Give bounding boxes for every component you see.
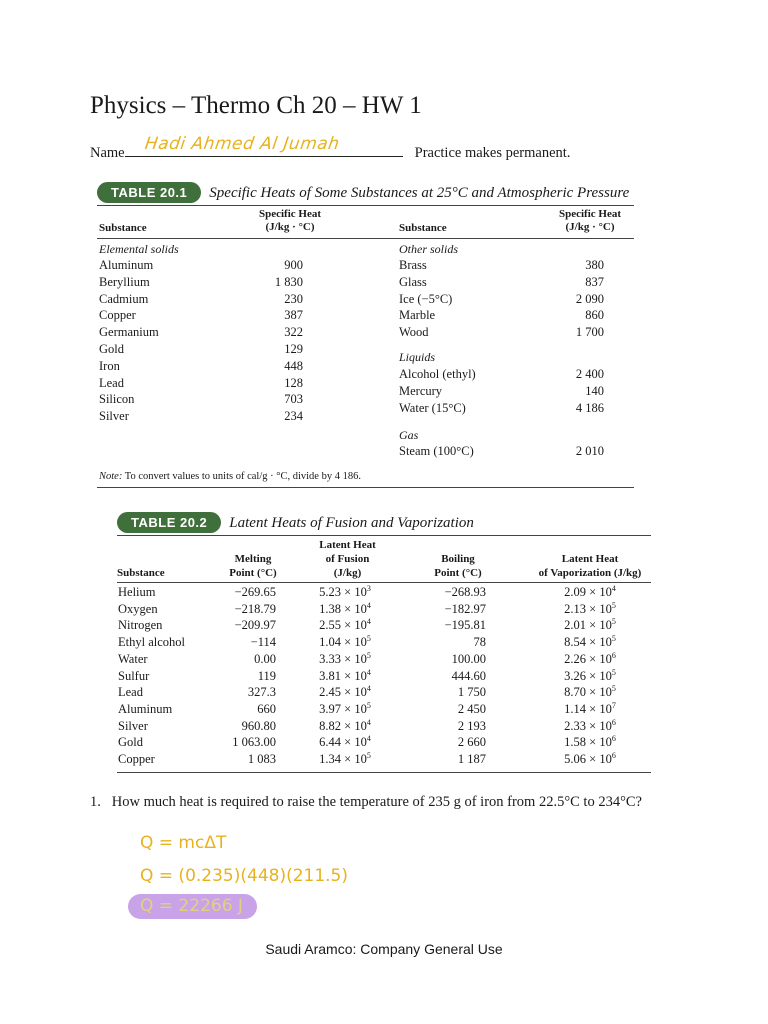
t2-vapor	[540, 652, 640, 667]
t2-vapor-mantissa: 5.06	[564, 752, 587, 766]
t2-col-vapor	[520, 552, 660, 580]
t1-value: 128	[284, 375, 303, 390]
t2-melting: −269.65	[234, 585, 276, 599]
t2-vapor-exponent: 6	[611, 751, 616, 760]
t2-fusion-h2: of Fusion	[325, 553, 370, 565]
t2-times: × 10	[586, 618, 612, 633]
t2-vapor-h2: of Vaporization (J/kg)	[538, 567, 642, 579]
t1-category-elemental: Elemental solids	[99, 242, 179, 256]
t2-vapor-mantissa: 2.01	[564, 618, 587, 633]
t2-fusion	[300, 635, 390, 650]
t2-fusion-exponent: 4	[366, 717, 371, 727]
t2-fusion-mantissa: 5.23	[319, 585, 342, 599]
t2-fusion-mantissa: 3.97	[319, 701, 342, 716]
t1-value: 1 830	[274, 274, 303, 289]
table1-caption: Specific Heats of Some Substances at 25°C and Atmospheric Pressure	[209, 185, 630, 201]
t1-substance: Steam (100°C)	[399, 444, 474, 458]
t2-vapor	[540, 702, 640, 717]
t2-melting: 660	[257, 701, 276, 716]
t2-vapor	[540, 735, 640, 750]
t2-vapor-exponent: 5	[611, 684, 616, 694]
t2-fusion-mantissa: 3.81	[319, 668, 342, 683]
t2-fusion	[300, 719, 390, 734]
t2-fusion-h1: Latent Heat	[319, 539, 376, 551]
t1-value: 387	[284, 308, 303, 323]
question-1	[90, 794, 642, 811]
t2-times: × 10	[341, 601, 367, 616]
t1-heat-h1: Specific Heat	[258, 208, 321, 220]
t2-boiling: 444.60	[451, 668, 486, 683]
t1-value: 900	[284, 258, 303, 272]
t2-fusion-mantissa: 1.34	[319, 752, 342, 766]
t1-value: 448	[284, 358, 303, 373]
t2-substance: Water	[118, 651, 148, 666]
t1-value: 380	[585, 258, 604, 272]
t2-substance: Oxygen	[118, 601, 158, 616]
t2-fusion	[300, 652, 390, 667]
footer-classification: Saudi Aramco: Company General Use	[265, 941, 503, 957]
t2-col-fusion	[300, 538, 395, 580]
t2-vapor-exponent: 6	[611, 734, 616, 744]
answer-highlight: Q = 22266 J	[128, 894, 257, 919]
t2-vapor	[540, 618, 640, 633]
t2-times: × 10	[586, 635, 612, 650]
t2-vapor	[540, 585, 640, 600]
t2-times: × 10	[341, 701, 367, 716]
t2-melting: 1 063.00	[232, 735, 276, 750]
t2-fusion-mantissa: 1.38	[319, 601, 342, 616]
t2-times: × 10	[586, 601, 612, 616]
t2-substance: Nitrogen	[118, 618, 163, 633]
t2-fusion-mantissa: 3.33	[319, 651, 342, 666]
t2-fusion-mantissa: 2.45	[319, 685, 342, 700]
t1-substance: Iron	[99, 358, 120, 373]
note-label: Note:	[99, 471, 123, 482]
t2-vapor-exponent: 5	[611, 617, 616, 627]
t2-fusion-mantissa: 2.55	[319, 618, 342, 633]
t1-category-gas: Gas	[399, 428, 419, 442]
t2-vapor-mantissa: 8.70	[564, 685, 587, 700]
t2-fusion-mantissa: 8.82	[319, 718, 342, 733]
t2-fusion	[300, 702, 390, 717]
t2-vapor-mantissa: 2.13	[564, 601, 587, 616]
t2-vapor-mantissa: 8.54	[564, 635, 587, 650]
t2-vapor	[540, 602, 640, 617]
table2-caption: Latent Heats of Fusion and Vaporization	[229, 515, 474, 531]
t1-substance: Lead	[99, 375, 124, 390]
t1-col-substance-left: Substance	[99, 222, 147, 234]
table2-header-rule	[117, 582, 651, 583]
t2-substance: Copper	[118, 752, 155, 766]
t2-col-substance: Substance	[117, 567, 165, 579]
t2-boiling-h1: Boiling	[441, 553, 475, 565]
t2-fusion	[300, 618, 390, 633]
table1-badge: TABLE 20.1	[97, 182, 201, 203]
t2-boiling: −195.81	[444, 618, 486, 633]
t2-vapor	[540, 752, 640, 767]
t2-vapor-exponent: 5	[611, 600, 616, 610]
t2-fusion-mantissa: 1.04	[319, 635, 342, 650]
t1-substance: Glass	[399, 274, 427, 289]
t2-fusion-exponent: 4	[366, 600, 371, 610]
t2-vapor	[540, 635, 640, 650]
t2-fusion-exponent: 5	[366, 751, 371, 760]
t1-substance: Cadmium	[99, 291, 149, 306]
t2-times: × 10	[341, 635, 367, 650]
t2-fusion-exponent: 5	[366, 650, 371, 660]
t2-boiling-h2: Point (°C)	[434, 567, 482, 579]
t2-vapor-mantissa: 2.33	[564, 718, 587, 733]
table2-badge: TABLE 20.2	[117, 512, 221, 533]
t2-fusion-exponent: 4	[366, 684, 371, 694]
t2-times: × 10	[586, 585, 612, 599]
t1-substance: Ice (−5°C)	[399, 291, 453, 306]
t2-fusion-h3: (J/kg)	[333, 567, 362, 579]
t2-vapor-mantissa: 3.26	[564, 668, 587, 683]
t2-fusion	[300, 669, 390, 684]
t2-boiling: −182.97	[444, 601, 486, 616]
t1-value: 234	[284, 409, 303, 424]
t2-boiling: 2 450	[457, 701, 486, 716]
t2-vapor	[540, 719, 640, 734]
t1-heat-h2-r: (J/kg · °C)	[565, 221, 615, 233]
t2-melting: 960.80	[241, 718, 276, 733]
t2-melting: 119	[257, 668, 276, 683]
t2-times: × 10	[341, 668, 367, 683]
t2-boiling: 78	[473, 635, 486, 650]
t2-substance: Gold	[118, 735, 143, 750]
t2-times: × 10	[341, 685, 367, 700]
t2-vapor	[540, 685, 640, 700]
t2-vapor-exponent: 4	[611, 584, 616, 593]
t2-vapor-exponent: 5	[611, 667, 616, 677]
t2-melting: −218.79	[234, 601, 276, 616]
t1-substance: Silicon	[99, 392, 135, 407]
t2-times: × 10	[586, 668, 612, 683]
t2-fusion-exponent: 4	[366, 734, 371, 744]
t2-vapor	[540, 669, 640, 684]
t2-melting-h1: Melting	[234, 553, 272, 565]
handwork-line-2: Q = (0.235)(448)(211.5)	[140, 866, 349, 886]
t2-substance: Helium	[118, 585, 156, 599]
t2-times: × 10	[341, 735, 367, 750]
t1-value: 2 090	[575, 291, 604, 306]
t2-melting: −209.97	[234, 618, 276, 633]
t1-value: 860	[585, 308, 604, 323]
t2-substance: Sulfur	[118, 668, 150, 683]
t1-substance: Germanium	[99, 325, 159, 340]
t2-fusion	[300, 735, 390, 750]
t1-substance: Brass	[399, 258, 427, 272]
t2-times: × 10	[341, 718, 367, 733]
t2-vapor-mantissa: 1.14	[564, 701, 587, 716]
t2-melting: 0.00	[254, 651, 276, 666]
t1-value: 230	[284, 291, 303, 306]
t2-fusion-exponent: 4	[366, 667, 371, 677]
t2-times: × 10	[586, 718, 612, 733]
page-title: Physics – Thermo Ch 20 – HW 1	[90, 92, 422, 119]
t1-substance: Beryllium	[99, 274, 150, 289]
t2-col-melting	[208, 552, 298, 580]
t1-substance: Gold	[99, 342, 124, 356]
t2-boiling: 100.00	[451, 651, 486, 666]
t2-fusion	[300, 585, 390, 600]
t2-boiling: −268.93	[444, 585, 486, 599]
t2-melting: 327.3	[247, 685, 276, 700]
t2-times: × 10	[586, 752, 612, 766]
t2-vapor-mantissa: 2.26	[564, 651, 587, 666]
t2-melting-h2: Point (°C)	[229, 567, 277, 579]
t2-fusion-mantissa: 6.44	[319, 735, 342, 750]
t2-fusion-exponent: 4	[366, 617, 371, 627]
t1-substance: Copper	[99, 308, 136, 323]
note-text: To convert values to units of cal/g · °C, divide by 4 186.	[124, 471, 361, 482]
handwork-answer	[128, 896, 257, 916]
t2-melting: 1 083	[247, 752, 276, 766]
t2-boiling: 1 187	[457, 752, 486, 766]
t2-boiling: 2 193	[457, 718, 486, 733]
t2-times: × 10	[586, 685, 612, 700]
t2-times: × 10	[586, 701, 612, 716]
t2-times: × 10	[341, 752, 367, 766]
t1-value: 4 186	[575, 400, 604, 415]
handwork-line-1: Q = mcΔT	[140, 833, 227, 853]
t2-substance: Aluminum	[118, 701, 173, 716]
t1-value: 703	[284, 392, 303, 407]
t2-vapor-exponent: 6	[611, 650, 616, 660]
t1-substance: Mercury	[399, 383, 443, 398]
t1-category-liquids: Liquids	[399, 350, 436, 364]
t2-fusion	[300, 752, 390, 767]
question-1-number: 1.	[90, 794, 101, 810]
t2-vapor-h1: Latent Heat	[561, 553, 619, 565]
t2-times: × 10	[341, 585, 367, 599]
t1-value: 837	[585, 274, 604, 289]
t2-times: × 10	[586, 735, 612, 750]
t1-col-substance-right: Substance	[399, 222, 447, 234]
t2-fusion-exponent: 5	[366, 634, 371, 644]
t2-vapor-mantissa: 2.09	[564, 585, 587, 599]
t2-boiling: 1 750	[457, 685, 486, 700]
t2-fusion	[300, 602, 390, 617]
t2-boiling: 2 660	[457, 735, 486, 750]
motto: Practice makes permanent.	[414, 145, 571, 161]
t1-value: 140	[585, 383, 604, 398]
t1-value: 2 010	[575, 444, 604, 458]
t1-substance: Wood	[399, 325, 429, 340]
t2-substance: Silver	[118, 718, 148, 733]
t1-heat-h1-r: Specific Heat	[558, 208, 621, 220]
t1-value: 1 700	[575, 325, 604, 340]
t2-vapor-exponent: 6	[611, 717, 616, 727]
name-label: Name	[90, 145, 125, 161]
t2-fusion	[300, 685, 390, 700]
handwritten-name: Hadi Ahmed Al Jumah	[143, 134, 341, 154]
t2-fusion-exponent: 5	[366, 700, 371, 710]
t2-times: × 10	[341, 618, 367, 633]
t1-substance: Alcohol (ethyl)	[399, 367, 476, 381]
t2-substance: Ethyl alcohol	[118, 635, 185, 650]
t2-col-boiling	[413, 552, 503, 580]
t2-fusion-exponent: 3	[366, 584, 371, 593]
t2-vapor-exponent: 5	[611, 634, 616, 644]
t2-times: × 10	[341, 651, 367, 666]
t1-substance: Marble	[399, 308, 436, 323]
t1-substance: Silver	[99, 409, 129, 424]
t1-value: 322	[284, 325, 303, 340]
t1-substance: Water (15°C)	[399, 400, 466, 415]
t2-substance: Lead	[118, 685, 143, 700]
t1-substance: Aluminum	[99, 258, 154, 272]
t2-vapor-exponent: 7	[611, 700, 616, 710]
t2-melting: −114	[250, 635, 276, 650]
t1-heat-h2: (J/kg · °C)	[265, 221, 315, 233]
table2-bottom-rule	[117, 772, 651, 773]
t2-vapor-mantissa: 1.58	[564, 735, 587, 750]
t1-value: 129	[284, 342, 303, 356]
t1-category-other: Other solids	[399, 242, 459, 256]
t1-value: 2 400	[575, 367, 604, 381]
t2-times: × 10	[586, 651, 612, 666]
question-1-text: How much heat is required to raise the temperature of 235 g of iron from 22.5°C to 234°C?	[111, 794, 642, 810]
